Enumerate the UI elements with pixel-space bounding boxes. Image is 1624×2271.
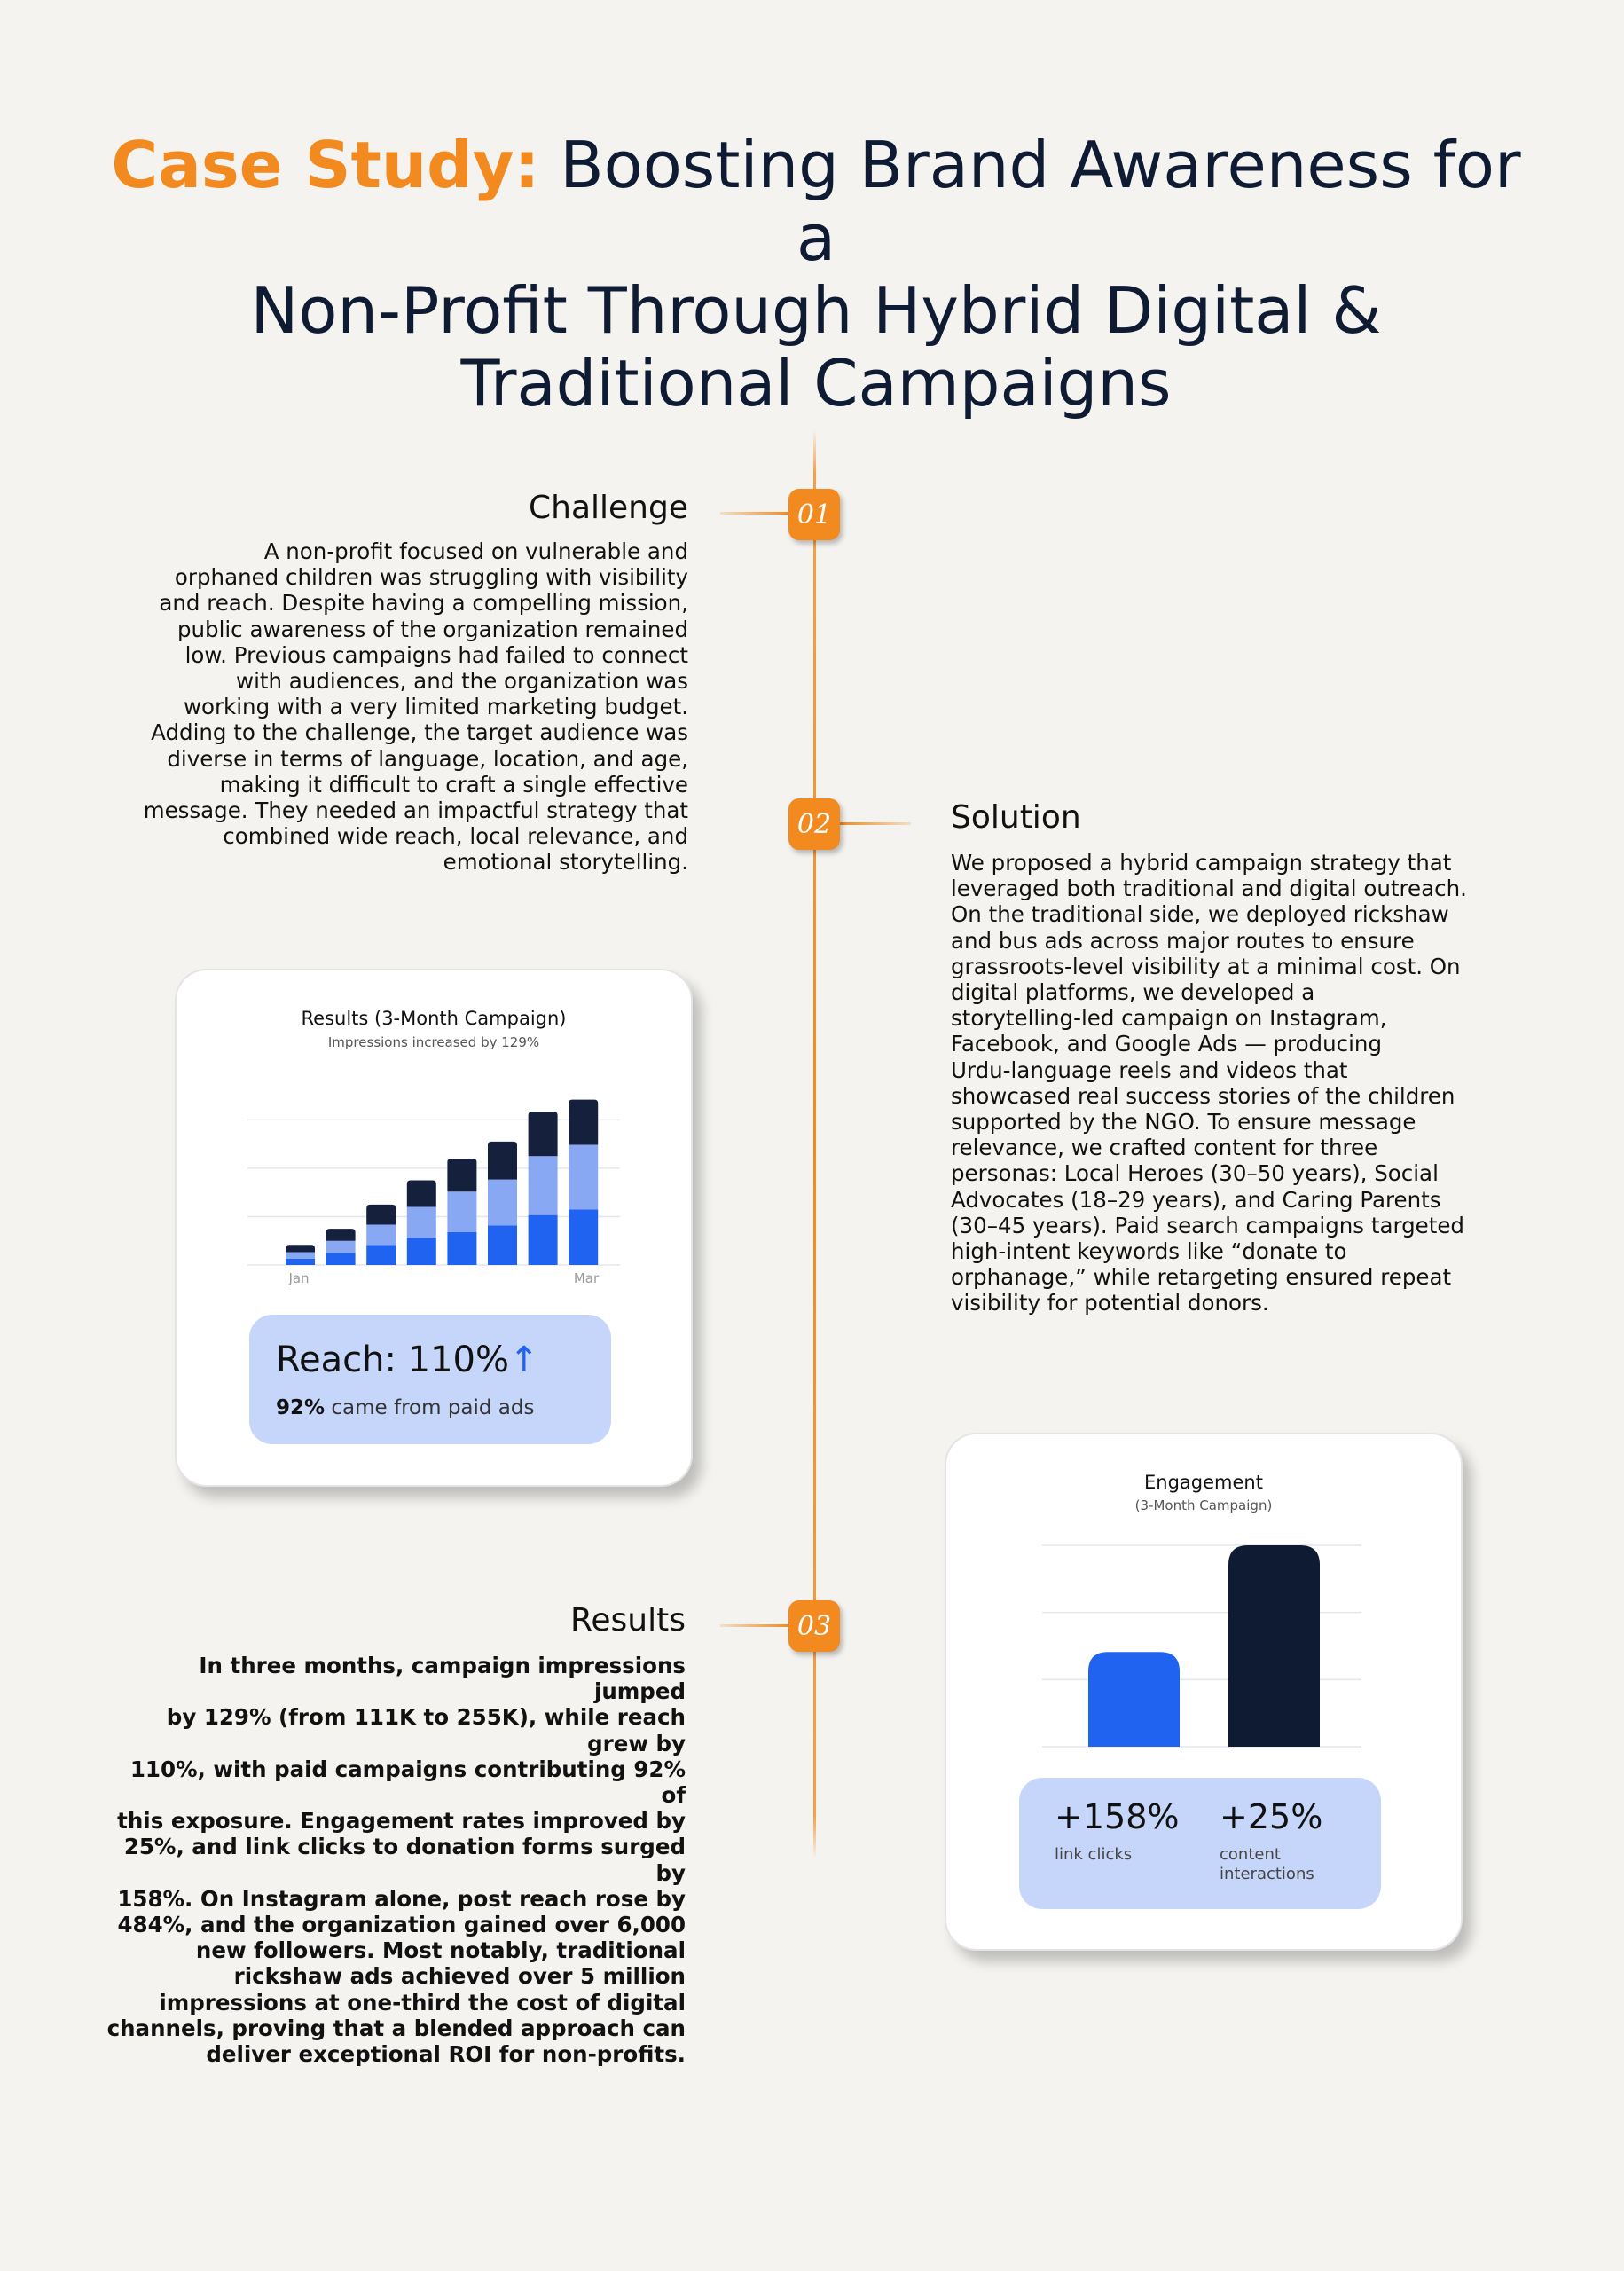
- content-interactions-value: +25%: [1220, 1797, 1323, 1836]
- challenge-body-line: and reach. Despite having a compelling mission,: [159, 590, 688, 617]
- content-interactions-label-line-1: content: [1220, 1845, 1281, 1864]
- solution-heading: Solution: [951, 799, 1081, 836]
- results-body-line: by 129% (from 111K to 255K), while reach grew by: [166, 1704, 686, 1756]
- content-interactions-label: [1220, 1845, 1322, 1884]
- challenge-body-line: low. Previous campaigns had failed to connect: [184, 641, 688, 668]
- timeline-connector-03: [720, 1624, 789, 1627]
- solution-body-line: personas: Local Heroes (30–50 years), Social: [951, 1160, 1439, 1187]
- impressions-bar-segment: [286, 1245, 315, 1252]
- solution-body-line: We proposed a hybrid campaign strategy that: [951, 850, 1452, 876]
- step-badge-03: 03: [788, 1600, 840, 1652]
- engagement-stat-box: [1019, 1778, 1381, 1909]
- paid-ads-note: [276, 1396, 535, 1419]
- solution-body-line: Advocates (18–29 years), and Caring Parents: [951, 1186, 1441, 1213]
- engagement-chart: [946, 1434, 1461, 1763]
- solution-body-line: (30–45 years). Paid search campaigns targeted: [951, 1212, 1464, 1238]
- solution-body-line: Urdu-language reels and videos that: [951, 1057, 1348, 1083]
- link-clicks-stat: [1055, 1797, 1179, 1865]
- x-tick-label: Mar: [573, 1270, 600, 1286]
- challenge-body-line: A non-profit focused on vulnerable and: [263, 538, 688, 564]
- impressions-bar-segment: [407, 1181, 436, 1207]
- challenge-body-line: Adding to the challenge, the target audience was: [151, 719, 688, 746]
- challenge-body: [121, 538, 688, 876]
- results-body-line: 25%, and link clicks to donation forms surged by: [123, 1834, 686, 1886]
- reach-stat: [276, 1340, 539, 1380]
- impressions-bar-segment: [569, 1100, 598, 1145]
- x-tick-label: Jan: [288, 1270, 310, 1286]
- impressions-bar-segment: [366, 1225, 396, 1246]
- solution-body-line: leveraged both traditional and digital outreach.: [951, 876, 1467, 902]
- solution-body-line: Facebook, and Google Ads — producing: [951, 1031, 1382, 1057]
- challenge-heading: Challenge: [529, 490, 688, 526]
- impressions-bar-segment: [366, 1205, 396, 1225]
- solution-body-line: grassroots-level visibility at a minimal cost. On: [951, 953, 1461, 979]
- impressions-bar-segment: [569, 1145, 598, 1210]
- paid-ads-value: 92%: [276, 1396, 326, 1419]
- results-body-line: 484%, and the organization gained over 6,000: [117, 1912, 686, 1938]
- impressions-bar-segment: [286, 1252, 315, 1258]
- impressions-chart-title: Results (3-Month Campaign): [301, 1008, 567, 1029]
- results-body-line: 110%, with paid campaigns contributing 92% of: [129, 1756, 686, 1809]
- results-body-line: 158%. On Instagram alone, post reach rose by: [117, 1885, 686, 1912]
- solution-body: [951, 850, 1518, 1316]
- challenge-body-line: diverse in terms of language, location, and age,: [167, 745, 688, 772]
- results-body-line: new followers. Most notably, traditional: [195, 1937, 686, 1964]
- results-body-line: impressions at one-third the cost of digital: [159, 1989, 686, 2016]
- reach-card: [175, 969, 693, 1487]
- results-body-line: channels, proving that a blended approach can: [106, 2015, 686, 2041]
- solution-body-line: relevance, we crafted content for three: [951, 1135, 1378, 1161]
- link-clicks-label: link clicks: [1055, 1845, 1133, 1864]
- impressions-chart: [177, 970, 691, 1290]
- engagement-chart-subtitle: (3-Month Campaign): [1134, 1497, 1273, 1513]
- impressions-bar-segment: [488, 1180, 517, 1226]
- impressions-bar-segment: [569, 1209, 598, 1265]
- impressions-bar-segment: [326, 1253, 356, 1265]
- solution-body-line: On the traditional side, we deployed rickshaw: [951, 901, 1449, 928]
- results-heading: Results: [570, 1602, 686, 1638]
- challenge-body-line: orphaned children was struggling with visibility: [174, 564, 688, 591]
- impressions-bar-segment: [366, 1245, 396, 1265]
- solution-body-line: supported by the NGO. To ensure message: [951, 1109, 1416, 1136]
- impressions-bar-segment: [326, 1229, 356, 1241]
- impressions-bar-segment: [529, 1112, 558, 1156]
- solution-body-line: storytelling-led campaign on Instagram,: [951, 1005, 1387, 1032]
- challenge-body-line: emotional storytelling.: [443, 849, 688, 876]
- challenge-body-line: message. They needed an impactful strategy that: [143, 798, 688, 824]
- engagement-chart-title: Engagement: [1144, 1472, 1263, 1493]
- solution-body-line: visibility for potential donors.: [951, 1290, 1269, 1316]
- solution-body-line: high-intent keywords like “donate to: [951, 1238, 1347, 1265]
- impressions-bar-segment: [447, 1159, 476, 1191]
- title-line-3: Traditional Campaigns: [460, 346, 1172, 420]
- reach-stat-box: [249, 1315, 611, 1444]
- challenge-body-line: making it difficult to craft a single effective: [219, 771, 688, 798]
- challenge-body-line: combined wide reach, local relevance, and: [223, 823, 688, 850]
- results-body-line: deliver exceptional ROI for non-profits.: [206, 2041, 686, 2068]
- challenge-body-line: working with a very limited marketing budget.: [183, 694, 688, 720]
- impressions-bar-segment: [326, 1241, 356, 1253]
- impressions-bar-segment: [407, 1238, 436, 1265]
- impressions-bar-segment: [447, 1191, 476, 1231]
- content-interactions-label-line-2: interactions: [1220, 1865, 1314, 1883]
- impressions-bar-segment: [488, 1142, 517, 1180]
- title-prefix: Case Study:: [111, 128, 540, 202]
- engagement-bar: [1228, 1545, 1320, 1747]
- impressions-chart-subtitle: Impressions increased by 129%: [327, 1034, 540, 1050]
- impressions-bar-segment: [488, 1225, 517, 1265]
- solution-body-line: showcased real success stories of the children: [951, 1082, 1455, 1109]
- step-badge-01: 01: [788, 489, 840, 540]
- arrow-up-icon: ↑: [509, 1340, 539, 1380]
- step-badge-02: 02: [788, 798, 840, 850]
- timeline-connector-01: [720, 512, 789, 515]
- paid-ads-text: came from paid ads: [325, 1396, 535, 1419]
- impressions-bar-segment: [529, 1156, 558, 1214]
- solution-body-line: and bus ads across major routes to ensure: [951, 927, 1415, 954]
- results-body-line: this exposure. Engagement rates improved by: [117, 1808, 686, 1835]
- challenge-body-line: with audiences, and the organization was: [236, 668, 688, 695]
- solution-body-line: orphanage,” while retargeting ensured repeat: [951, 1264, 1452, 1291]
- title-line-2: Non-Profit Through Hybrid Digital &: [250, 273, 1382, 348]
- impressions-bar-segment: [447, 1232, 476, 1265]
- reach-value: Reach: 110%: [276, 1340, 510, 1380]
- results-body-line: In three months, campaign impressions jumped: [199, 1653, 686, 1705]
- impressions-bar-segment: [286, 1259, 315, 1265]
- challenge-body-line: public awareness of the organization remained: [177, 616, 688, 642]
- title-line-1: Boosting Brand Awareness for a: [560, 128, 1521, 275]
- engagement-card: [945, 1433, 1463, 1951]
- content-interactions-stat: [1220, 1797, 1322, 1884]
- results-body: [100, 1653, 686, 2067]
- page-title: [106, 129, 1526, 420]
- results-body-line: rickshaw ads achieved over 5 million: [233, 1963, 686, 1990]
- timeline-connector-02: [840, 822, 911, 825]
- impressions-bar-segment: [529, 1215, 558, 1265]
- impressions-bar-segment: [407, 1207, 436, 1238]
- solution-body-line: digital platforms, we developed a: [951, 979, 1315, 1006]
- engagement-bar: [1088, 1652, 1180, 1747]
- link-clicks-value: +158%: [1055, 1797, 1180, 1836]
